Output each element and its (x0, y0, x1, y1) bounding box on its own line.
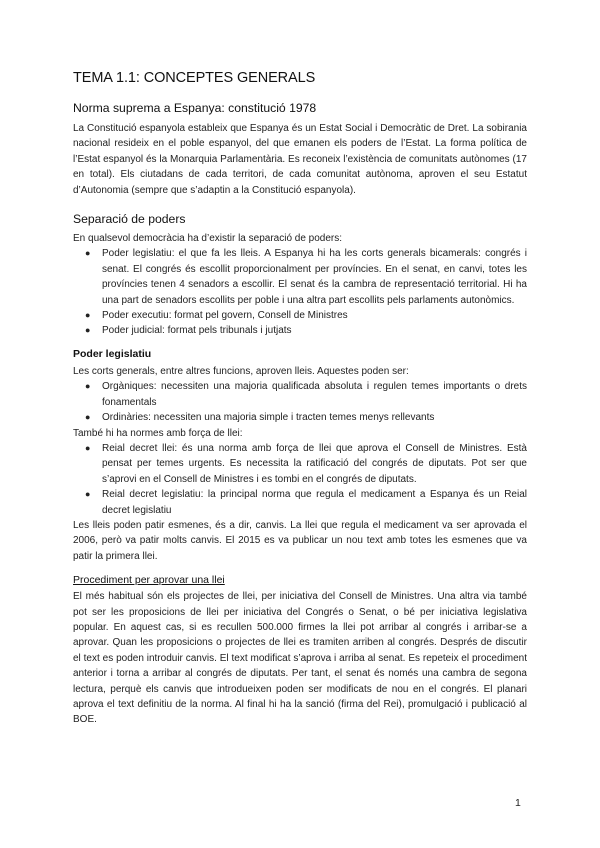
section-heading-legislative: Poder legislatiu (73, 347, 152, 360)
legislative-also: També hi ha normes amb força de llei: (73, 427, 243, 439)
bullet-icon: ● (85, 412, 91, 423)
document-page (73, 60, 527, 728)
list-item: ● Reial decret legislatiu: la principal norma que regula el medicament a Espanya és un Reial decret legislatiu (85, 489, 527, 516)
bullet-icon: ● (85, 325, 91, 336)
bullet-icon: ● (85, 310, 91, 321)
page-number: 1 (515, 797, 521, 809)
bullet-icon: ● (85, 381, 91, 392)
law-types-list (73, 379, 527, 425)
list-item: ● Poder executiu: format pel govern, Consell de Ministres (102, 308, 527, 323)
list-item: ● Poder legislatiu: el que fa les lleis. A Espanya hi ha les corts generals bicamerals: congrés i senat. El congrés és escollit proporcionalment per províncies. En el senat, en canvi, totes les províncies tenen 4 senadors a escollir. El senat és la cambra de representació territorial. Hi ha una part de senadors escollits per poble i una altra part escollits pels parlaments autonòmics. (85, 248, 527, 306)
decree-list (73, 441, 527, 518)
bullet-icon: ● (85, 442, 91, 453)
separation-list (73, 246, 527, 338)
legislative-intro: Les corts generals, entre altres funcions, aproven lleis. Aquestes poden ser: (73, 365, 409, 377)
separation-intro: En qualsevol democràcia ha d’existir la separació de poders: (73, 233, 343, 245)
section-heading-separation: Separació de poders (73, 212, 186, 227)
section-heading-constitution: Norma suprema a Espanya: constitució 1978 (73, 101, 317, 115)
legislative-closing: Les lleis poden patir esmenes, és a dir, canvis. La llei que regula el medicament va ser aprovada el 2006, però va patir molts canvis. El 2015 es va publicar un nou text amb totes les esmenes que va patir la primera llei. (73, 519, 527, 562)
constitution-paragraph: La Constitució espanyola estableix que Espanya és un Estat Social i Democràtic de Dret. La sobirania nacional resideix en el poble espanyol, del que emanen els poders de l’Estat. La forma política de l’Estat espanyol és la Monarquia Parlamentària. Es reconeix l’existència de comunitats autònomes (17 en total). Els ciutadans de cada territori, de cada comunitat autònoma, aproven el seu Estatut d’Autonomia (sempre que s’adaptin a la Constitució espanyola). (73, 123, 527, 196)
list-item: ● Ordinàries: necessiten una majoria simple i tracten temes menys rellevants (102, 410, 527, 425)
section-heading-procedure: Procediment per aprovar una llei (73, 574, 225, 587)
document-title: TEMA 1.1: CONCEPTES GENERALS (73, 70, 316, 86)
list-item: ● Orgàniques: necessiten una majoria qualificada absoluta i regulen temes importants o drets fonamentals (85, 381, 527, 408)
procedure-paragraph: El més habitual són els projectes de llei, per iniciativa del Consell de Ministres. Una altra via també pot ser les proposicions de llei per iniciativa del Congrés o Senat, o bé per iniciativa legislativa popular. En aquest cas, si es recullen 500.000 firmes la llei pot arribar al congrés i arribar-se a aprovar. Quan les proposicions o projectes de llei es tramiten arriben al congrés. Després de discutir el text es poden introduir canvis. El text modificat s’aprova i arriba al senat. Es repeteix el procediment anterior i torna a arribar al congrés de diputats. Per tant, el senat és només una cambra de segona lectura, perquè els canvis que introdueixen poden ser modificats de nou en el congrés. El planari aprova el text definitiu de la norma. Al final hi ha la sanció (firma del Rei), promulgació i publicació al BOE. (73, 591, 527, 726)
list-item: ● Reial decret llei: és una norma amb força de llei que aprova el Consell de Ministres. Està pensat per temes urgents. Es necessita la ratificació del congrés de diputats. Pot ser que s’aprovi en el Consell de Ministres i es tombi en el congrés de diputats. (85, 442, 527, 485)
list-item: ● Poder judicial: format pels tribunals i jutjats (102, 323, 527, 338)
bullet-icon: ● (85, 489, 91, 500)
bullet-icon: ● (85, 248, 91, 259)
